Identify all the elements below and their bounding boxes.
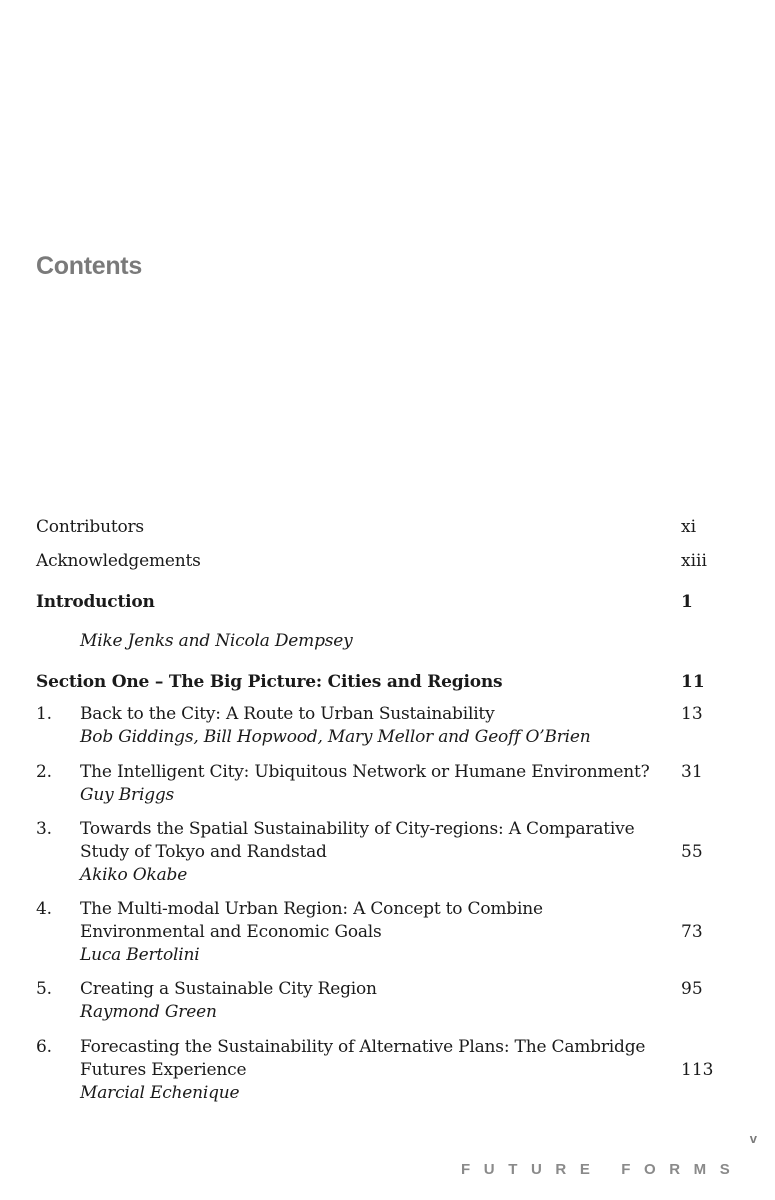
chapter-number: 6. — [36, 1037, 52, 1057]
chapter-title: Back to the City: A Route to Urban Sustainability — [80, 704, 495, 724]
toc-entry-contributors[interactable]: Contributors — [36, 517, 144, 537]
chapter-author: Marcial Echenique — [80, 1083, 240, 1103]
toc-entry-acknowledgements[interactable]: Acknowledgements — [36, 551, 201, 571]
chapter-number: 1. — [36, 704, 52, 724]
chapter-title: Towards the Spatial Sustainability of City-regions: A Comparative — [80, 819, 635, 839]
chapter-page: 31 — [681, 762, 703, 782]
chapter-number: 3. — [36, 819, 52, 839]
chapter-title: The Intelligent City: Ubiquitous Network or Humane Environment? — [80, 762, 650, 782]
chapter-page: 13 — [681, 704, 703, 724]
chapter-number: 5. — [36, 979, 52, 999]
chapter-title: The Multi-modal Urban Region: A Concept to Combine — [80, 899, 543, 919]
chapter-title: Creating a Sustainable City Region — [80, 979, 377, 999]
chapter-author: Bob Giddings, Bill Hopwood, Mary Mellor and Geoff O’Brien — [80, 727, 591, 747]
chapter-title-continued: Study of Tokyo and Randstad — [80, 842, 327, 862]
chapter-page: 55 — [681, 842, 703, 862]
chapter-page: 95 — [681, 979, 703, 999]
toc-author-introduction: Mike Jenks and Nicola Dempsey — [80, 631, 353, 651]
toc-page-contributors: xi — [681, 517, 697, 537]
chapter-title-continued: Environmental and Economic Goals — [80, 922, 382, 942]
toc-section-heading[interactable]: Section One – The Big Picture: Cities and Regions — [36, 672, 503, 692]
chapter-author: Luca Bertolini — [80, 945, 200, 965]
chapter-title-continued: Futures Experience — [80, 1060, 247, 1080]
running-footer: FUTURE FORMS — [461, 1161, 744, 1178]
chapter-number: 4. — [36, 899, 52, 919]
chapter-title: Forecasting the Sustainability of Alternative Plans: The Cambridge — [80, 1037, 646, 1057]
page-folio: v — [749, 1131, 757, 1146]
chapter-number: 2. — [36, 762, 52, 782]
toc-entry-introduction[interactable]: Introduction — [36, 592, 155, 612]
chapter-author: Akiko Okabe — [80, 865, 188, 885]
toc-page-acknowledgements: xiii — [681, 551, 707, 571]
page-title: Contents — [36, 252, 142, 280]
chapter-page: 113 — [681, 1060, 714, 1080]
toc-section-page: 11 — [681, 672, 705, 692]
chapter-author: Guy Briggs — [80, 785, 175, 805]
chapter-author: Raymond Green — [80, 1002, 217, 1022]
chapter-page: 73 — [681, 922, 703, 942]
toc-page-introduction: 1 — [681, 592, 693, 612]
